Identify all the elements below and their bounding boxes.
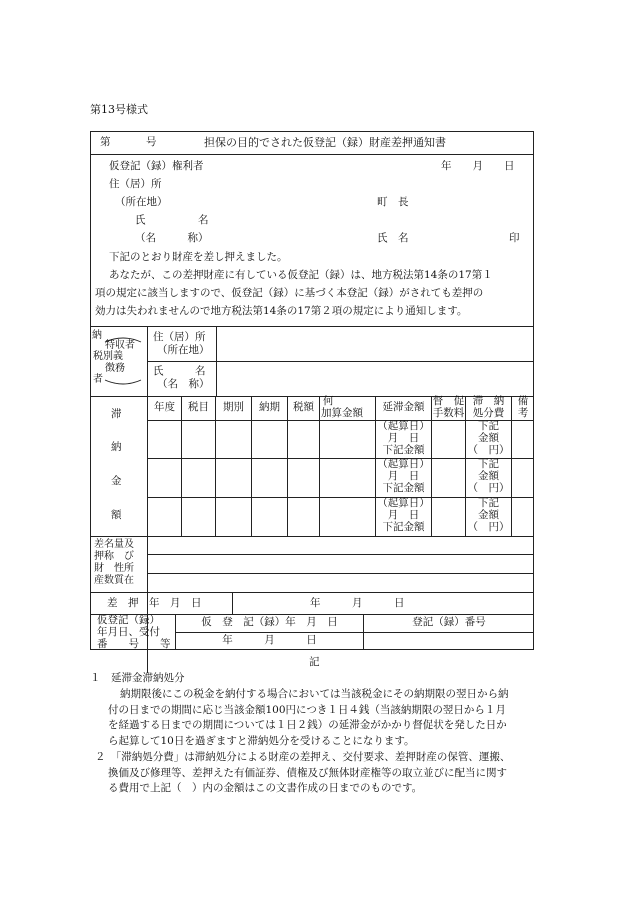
taxpayer-corp-label: （名 称） xyxy=(157,378,210,390)
mayor-name-label: 氏 名 xyxy=(377,232,409,244)
note-2-line-1: ２ 「滞納処分費」は滞納処分による財産の差押え、交付要求、差押財産の保管、運搬、 xyxy=(95,750,511,763)
header-period: 期別 xyxy=(223,401,244,413)
note-1-line-2: 付の日までの期間に応じ当該金額100円につき１日４銭（当該納期限の翌日から１月 xyxy=(108,703,506,716)
shobun-cell-2b: 金額 xyxy=(478,470,499,482)
divider xyxy=(91,326,533,327)
entai-cell-1b: 月 日 xyxy=(387,432,420,444)
ki-heading: 記 xyxy=(309,656,320,668)
taxpayer-label-1: 納 xyxy=(92,330,102,341)
taxpayer-address-label: 住（居）所 xyxy=(153,331,206,343)
entai-cell-2b: 月 日 xyxy=(387,470,420,482)
notice-form xyxy=(90,131,534,650)
entai-cell-3b: 月 日 xyxy=(387,509,420,521)
header-year: 年度 xyxy=(154,401,175,413)
shobun-cell-3b: 金額 xyxy=(478,509,499,521)
note-2-line-3: る費用で上記（ ）内の金額はこの文書作成の日までのものです。 xyxy=(108,782,423,795)
location-label: （所在地） xyxy=(115,196,168,208)
registration-number-label: 登記（録）番号 xyxy=(412,616,486,628)
taxpayer-label-5: 者 xyxy=(93,374,103,385)
body-line-3: 項の規定に該当しますので、仮登記（録）に基づく本登記（録）がされても差押の xyxy=(95,287,484,299)
arrears-side-2: 納 xyxy=(111,441,122,453)
registration-label-1: 仮登記（録） xyxy=(97,614,160,626)
header-reminder-2: 手数料 xyxy=(432,407,465,419)
seizure-date-value: 年 月 日 xyxy=(310,597,405,609)
header-reminder-1: 督 促 xyxy=(432,395,465,407)
registration-date-label: 仮 登 記（録）年 月 日 xyxy=(201,616,338,628)
header-disposal-2: 処分費 xyxy=(472,407,505,419)
number-suffix: 号 xyxy=(146,136,157,148)
shobun-cell-3a: 下記 xyxy=(478,497,499,509)
entai-cell-3a: （起算日） xyxy=(377,497,430,509)
brace-icon xyxy=(103,332,143,388)
seal-mark: 印 xyxy=(509,232,520,244)
shobun-cell-1c: （ 円） xyxy=(467,444,510,456)
entai-cell-2c: 下記金額 xyxy=(382,482,425,494)
entai-cell-1c: 下記金額 xyxy=(382,444,425,456)
document-title: 担保の目的でされた仮登記（録）財産差押通知書 xyxy=(204,136,446,149)
divider xyxy=(91,154,533,155)
number-prefix: 第 xyxy=(100,136,111,148)
header-tax-item: 税目 xyxy=(188,401,209,413)
arrears-side-3: 金 xyxy=(111,475,122,487)
seizure-date-label: 差 押 年 月 日 xyxy=(107,597,202,609)
kenrisha-label: 仮登記（録）権利者 xyxy=(109,160,204,172)
shobun-cell-3c: （ 円） xyxy=(467,521,510,533)
notes-section xyxy=(90,671,560,797)
arrears-side-4: 額 xyxy=(111,509,122,521)
property-label-2: 押称 び xyxy=(94,551,134,562)
header-due: 納期 xyxy=(259,401,280,413)
taxpayer-label-2: 特収者 xyxy=(105,340,135,351)
entai-cell-3c: 下記金額 xyxy=(382,521,425,533)
issue-date: 年 月 日 xyxy=(441,160,515,172)
name-label: 氏 名 xyxy=(135,214,209,226)
note-2-line-2: 換価及び修理等、差押えた有価証券、債権及び無体財産権等の取立並びに配当に関す xyxy=(108,766,507,779)
note-1-line-4: ら起算して10日を過ぎますと滞納処分を受けることになります。 xyxy=(108,735,415,747)
taxpayer-label-3: 税別義 xyxy=(93,351,123,362)
shobun-cell-1b: 金額 xyxy=(478,432,499,444)
shobun-cell-1a: 下記 xyxy=(478,420,499,432)
entai-cell-2a: （起算日） xyxy=(377,458,430,470)
registration-date-value: 年 月 日 xyxy=(222,634,317,646)
note-1-title: １ 延滞金滞納処分 xyxy=(90,672,185,684)
header-remarks-2: 考 xyxy=(517,407,529,419)
registration-label-2: 年月日、受付 xyxy=(97,626,160,638)
corp-name-label: （名 称） xyxy=(135,232,209,244)
registration-label-3: 番 号 等 xyxy=(97,638,171,650)
note-1-line-1: 納期限後にこの税金を納付する場合においては当該税金にその納期限の翌日から納 xyxy=(120,687,509,700)
taxpayer-name-label: 氏 名 xyxy=(153,365,206,377)
mayor-label: 町 長 xyxy=(377,196,409,208)
property-label-3: 財 性所 xyxy=(94,563,134,574)
body-line-1: 下記のとおり財産を差し押えました。 xyxy=(109,251,288,263)
taxpayer-label-4: 徴務 xyxy=(105,363,125,374)
entai-cell-1a: （起算日） xyxy=(377,420,430,432)
header-disposal-1: 滞 納 xyxy=(472,395,505,407)
shobun-cell-2a: 下記 xyxy=(478,458,499,470)
header-remarks-1: 備 xyxy=(517,395,529,407)
body-line-2: あなたが、この差押財産に有している仮登記（録）は、地方税法第14条の17第１ xyxy=(109,269,493,281)
shobun-cell-2c: （ 円） xyxy=(467,482,510,494)
taxpayer-location-label: （所在地） xyxy=(157,344,210,356)
header-addition-1: 何 xyxy=(323,395,334,407)
property-label-4: 産数質在 xyxy=(94,575,134,586)
header-delinquency: 延滞金額 xyxy=(382,401,425,413)
arrears-side-1: 滞 xyxy=(111,408,122,420)
header-addition-2: 加算金額 xyxy=(321,407,363,419)
body-line-4: 効力は失われませんので地方税法第14条の17第２項の規定により通知します。 xyxy=(95,305,468,317)
address-label: 住（居）所 xyxy=(109,178,162,190)
form-number: 第13号様式 xyxy=(90,103,148,116)
note-1-line-3: を経過する日までの期間については１日２銭）の延滞金がかかり督促状を発した日か xyxy=(108,719,507,732)
header-tax-amount: 税額 xyxy=(293,401,314,413)
property-label-1: 差名量及 xyxy=(94,539,134,550)
